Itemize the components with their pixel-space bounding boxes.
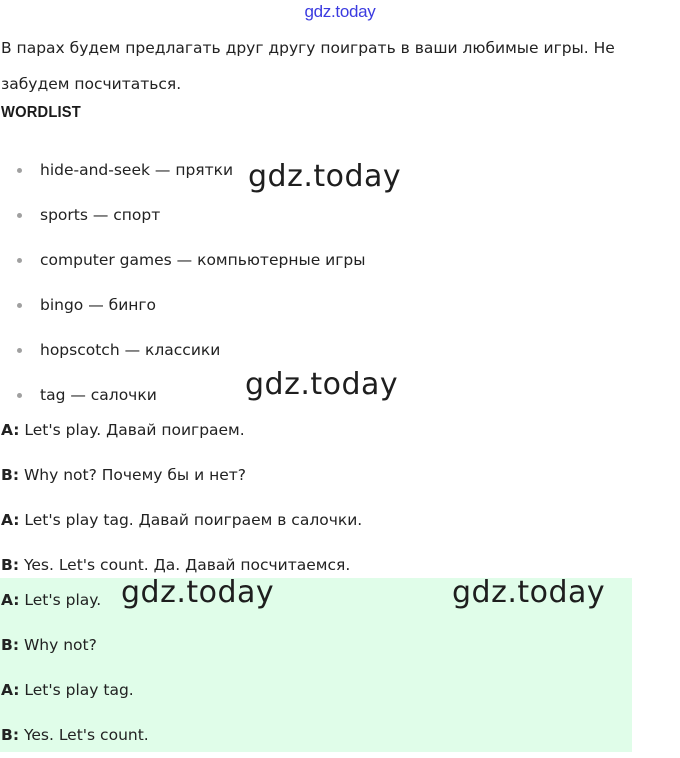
dialogue-text: Yes. Let's count. Да. Давай посчитаемся. bbox=[19, 556, 351, 574]
dialogue-line bbox=[0, 623, 632, 668]
bullet-icon bbox=[17, 258, 22, 263]
wordlist-item-text: hide-and-seek — прятки bbox=[40, 161, 234, 179]
wordlist-item-text: hopscotch — классики bbox=[40, 341, 221, 359]
watermark: gdz.today bbox=[248, 159, 402, 194]
dialogue-line bbox=[0, 498, 640, 543]
dialogue-with-translation bbox=[0, 408, 640, 588]
speaker-label: B: bbox=[1, 726, 20, 744]
speaker-label: B: bbox=[1, 636, 20, 654]
speaker-label: B: bbox=[1, 556, 20, 574]
dialogue-text: Let's play. Давай поиграем. bbox=[19, 421, 245, 439]
watermark: gdz.today bbox=[121, 575, 275, 610]
bullet-icon bbox=[17, 393, 22, 398]
watermark: gdz.today bbox=[245, 367, 399, 402]
site-header-logo[interactable]: gdz.today bbox=[304, 2, 376, 21]
speaker-label: A: bbox=[1, 421, 20, 439]
wordlist-item-text: tag — салочки bbox=[40, 386, 157, 404]
dialogue-text: Why not? bbox=[19, 636, 97, 654]
dialogue-text: Let's play. bbox=[19, 591, 102, 609]
dialogue-line bbox=[0, 453, 640, 498]
wordlist-item-text: bingo — бинго bbox=[40, 296, 157, 314]
dialogue-line bbox=[0, 668, 632, 713]
dialogue-text: Let's play tag. Давай поиграем в салочки. bbox=[19, 511, 363, 529]
wordlist-item bbox=[0, 283, 640, 328]
dialogue-text: Yes. Let's count. bbox=[19, 726, 149, 744]
wordlist-item-text: computer games — компьютерные игры bbox=[40, 251, 366, 269]
wordlist-item bbox=[0, 238, 640, 283]
speaker-label: A: bbox=[1, 681, 20, 699]
bullet-icon bbox=[17, 168, 22, 173]
wordlist-item bbox=[0, 193, 640, 238]
bullet-icon bbox=[17, 213, 22, 218]
wordlist-item-text: sports — спорт bbox=[40, 206, 161, 224]
intro-paragraph: В парах будем предлагать друг другу поиграть в ваши любимые игры. Не забудем посчитаться. bbox=[1, 39, 615, 93]
dialogue-line bbox=[0, 408, 640, 453]
watermark: gdz.today bbox=[452, 575, 606, 610]
wordlist-heading: WORDLIST bbox=[1, 104, 81, 121]
speaker-label: A: bbox=[1, 511, 20, 529]
dialogue-text: Let's play tag. bbox=[19, 681, 134, 699]
bullet-icon bbox=[17, 303, 22, 308]
dialogue-text: Why not? Почему бы и нет? bbox=[19, 466, 247, 484]
speaker-label: A: bbox=[1, 591, 20, 609]
dialogue-line bbox=[0, 713, 632, 758]
bullet-icon bbox=[17, 348, 22, 353]
speaker-label: B: bbox=[1, 466, 20, 484]
